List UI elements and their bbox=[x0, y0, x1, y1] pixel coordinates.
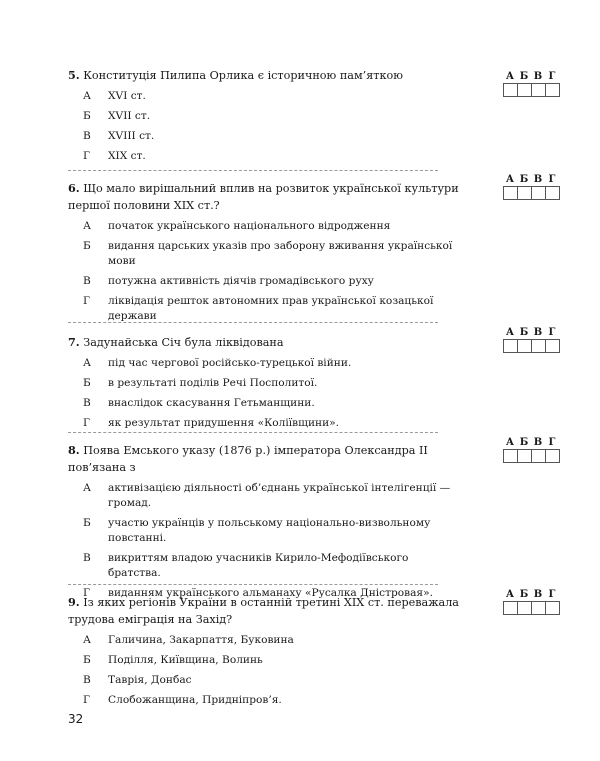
answer-box[interactable] bbox=[532, 84, 546, 96]
option-text: видання царських указів про заборону вживання української мови bbox=[108, 240, 453, 267]
option-text: під час чергової російсько-турецької війни. bbox=[108, 357, 352, 369]
answer-grid-header: А Б В Г bbox=[505, 71, 556, 82]
option-letter: А bbox=[83, 634, 92, 646]
answer-box[interactable] bbox=[532, 602, 546, 614]
question-7 bbox=[68, 334, 460, 436]
answer-box[interactable] bbox=[532, 340, 546, 352]
answer-box[interactable] bbox=[518, 187, 532, 199]
question-number: 7. bbox=[68, 335, 80, 349]
answer-box[interactable] bbox=[546, 187, 559, 199]
answer-boxes bbox=[503, 339, 560, 353]
answer-box[interactable] bbox=[518, 450, 532, 462]
option-letter: А bbox=[83, 357, 92, 369]
answer-grid-5 bbox=[503, 70, 560, 97]
option-c[interactable] bbox=[68, 396, 460, 411]
separator bbox=[68, 322, 438, 323]
option-a[interactable] bbox=[68, 89, 460, 104]
option-b[interactable] bbox=[68, 653, 460, 668]
option-d[interactable] bbox=[68, 416, 460, 431]
option-letter: Б bbox=[83, 240, 91, 252]
question-number: 5. bbox=[68, 68, 80, 82]
option-text: активізацією діяльності об’єднань української інтелігенції — громад. bbox=[108, 482, 451, 509]
answer-box[interactable] bbox=[532, 450, 546, 462]
option-c[interactable] bbox=[68, 274, 460, 289]
option-text: XVI ст. bbox=[108, 90, 146, 102]
option-b[interactable] bbox=[68, 376, 460, 391]
option-b[interactable] bbox=[68, 516, 460, 546]
option-letter: А bbox=[83, 482, 92, 494]
option-letter: В bbox=[83, 674, 91, 686]
answer-grid-9 bbox=[503, 588, 560, 615]
option-letter: Б bbox=[83, 654, 91, 666]
option-letter: Б bbox=[83, 517, 91, 529]
option-b[interactable] bbox=[68, 239, 460, 269]
answer-boxes bbox=[503, 449, 560, 463]
option-text: Галичина, Закарпаття, Буковина bbox=[108, 634, 294, 646]
option-d[interactable] bbox=[68, 693, 460, 708]
option-text: потужна активність діячів громадівського руху bbox=[108, 275, 374, 287]
option-letter: Г bbox=[83, 417, 91, 429]
option-letter: В bbox=[83, 130, 91, 142]
answer-grid-header: А Б В Г bbox=[505, 589, 556, 600]
question-9 bbox=[68, 594, 460, 713]
option-a[interactable] bbox=[68, 356, 460, 371]
option-letter: Г bbox=[83, 150, 91, 162]
separator bbox=[68, 584, 438, 585]
option-letter: Б bbox=[83, 377, 91, 389]
answer-box[interactable] bbox=[546, 340, 559, 352]
answer-box[interactable] bbox=[504, 84, 518, 96]
question-6 bbox=[68, 180, 460, 329]
option-letter: А bbox=[83, 90, 92, 102]
option-c[interactable] bbox=[68, 673, 460, 688]
option-text: викриттям владою учасників Кирило-Мефодіївського братства. bbox=[108, 552, 409, 579]
option-letter: Г bbox=[83, 587, 91, 599]
page-number: 32 bbox=[68, 712, 84, 726]
answer-grid-header: А Б В Г bbox=[505, 327, 556, 338]
answer-box[interactable] bbox=[504, 340, 518, 352]
question-number: 8. bbox=[68, 443, 80, 457]
question-text: Задунайська Січ була ліквідована bbox=[83, 336, 284, 349]
answer-box[interactable] bbox=[504, 187, 518, 199]
option-letter: В bbox=[83, 397, 91, 409]
option-letter: Г bbox=[83, 694, 91, 706]
option-c[interactable] bbox=[68, 129, 460, 144]
answer-box[interactable] bbox=[546, 602, 559, 614]
option-text: XVII ст. bbox=[108, 110, 151, 122]
question-text: Що мало вирішальний вплив на розвиток української культури першої половини XIX ст.? bbox=[68, 182, 459, 212]
question-text: Конституція Пилипа Орлика є історичною пам’яткою bbox=[83, 69, 403, 82]
answer-box[interactable] bbox=[532, 187, 546, 199]
answer-grid-8 bbox=[503, 436, 560, 463]
option-text: як результат придушення «Коліївщини». bbox=[108, 417, 339, 429]
option-letter: Г bbox=[83, 295, 91, 307]
answer-box[interactable] bbox=[504, 602, 518, 614]
option-d[interactable] bbox=[68, 149, 460, 164]
question-number: 6. bbox=[68, 181, 80, 195]
option-text: участю українців у польському національно-визвольному повстанні. bbox=[108, 517, 431, 544]
option-a[interactable] bbox=[68, 219, 460, 234]
option-text: XVIII ст. bbox=[108, 130, 155, 142]
answer-boxes bbox=[503, 186, 560, 200]
option-letter: В bbox=[83, 552, 91, 564]
option-text: XIX ст. bbox=[108, 150, 146, 162]
option-text: виданням українського альманаху «Русалка Дністровая». bbox=[108, 587, 433, 599]
option-c[interactable] bbox=[68, 551, 460, 581]
question-text: Поява Емського указу (1876 р.) імператора Олександра II пов’язана з bbox=[68, 444, 428, 474]
question-text: Із яких регіонів України в останній третині XIX ст. переважала трудова еміграція на Захід? bbox=[68, 596, 459, 626]
option-a[interactable] bbox=[68, 481, 460, 511]
separator bbox=[68, 170, 438, 171]
option-letter: Б bbox=[83, 110, 91, 122]
answer-grid-header: А Б В Г bbox=[505, 437, 556, 448]
question-5 bbox=[68, 67, 460, 169]
answer-grid-6 bbox=[503, 173, 560, 200]
answer-grid-header: А Б В Г bbox=[505, 174, 556, 185]
answer-box[interactable] bbox=[546, 450, 559, 462]
answer-box[interactable] bbox=[518, 84, 532, 96]
option-letter: В bbox=[83, 275, 91, 287]
separator bbox=[68, 432, 438, 433]
question-8 bbox=[68, 442, 460, 606]
option-b[interactable] bbox=[68, 109, 460, 124]
answer-box[interactable] bbox=[518, 340, 532, 352]
answer-box[interactable] bbox=[546, 84, 559, 96]
option-text: Поділля, Київщина, Волинь bbox=[108, 654, 263, 666]
option-text: Слобожанщина, Придніпров’я. bbox=[108, 694, 282, 706]
answer-boxes bbox=[503, 83, 560, 97]
answer-box[interactable] bbox=[504, 450, 518, 462]
option-text: Таврія, Донбас bbox=[108, 674, 192, 686]
option-a[interactable] bbox=[68, 633, 460, 648]
answer-boxes bbox=[503, 601, 560, 615]
option-text: в результаті поділів Речі Посполитої. bbox=[108, 377, 318, 389]
option-letter: А bbox=[83, 220, 92, 232]
question-number: 9. bbox=[68, 595, 80, 609]
option-text: початок українського національного відродження bbox=[108, 220, 391, 232]
option-text: внаслідок скасування Гетьманщини. bbox=[108, 397, 315, 409]
option-text: ліквідація решток автономних прав української козацької держави bbox=[108, 295, 434, 322]
option-d[interactable] bbox=[68, 294, 460, 324]
answer-grid-7 bbox=[503, 326, 560, 353]
answer-box[interactable] bbox=[518, 602, 532, 614]
